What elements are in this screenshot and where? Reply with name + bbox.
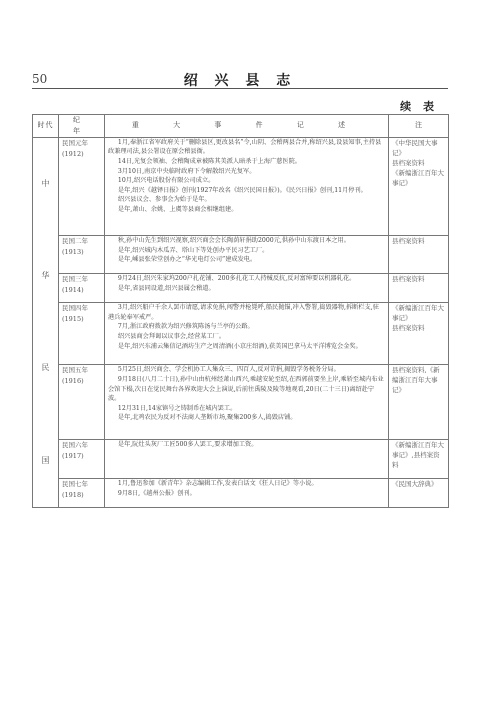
year-cell bbox=[59, 274, 105, 303]
notes-cell bbox=[389, 478, 449, 507]
event-paragraph: 9月24日,绍兴朱家坞200户扎花铺、200多扎花工人持械反抗,反对富绅要以机器轧花。 bbox=[117, 275, 356, 282]
table-row bbox=[33, 365, 449, 439]
notes-cell bbox=[389, 137, 449, 236]
source-note: 县档案资料 bbox=[392, 275, 425, 283]
source-note: 县档案资料 bbox=[392, 237, 425, 246]
table-row bbox=[33, 439, 449, 478]
event-paragraph: 是年,绍兴东浦云集信记酒坊生产之周清酒(小京庄绍酒),获美国巴拿马太平洋博览会金奖。 bbox=[117, 342, 362, 350]
events-cell bbox=[105, 478, 389, 507]
notes-cell bbox=[389, 274, 449, 303]
table-row bbox=[33, 478, 449, 507]
events-cell bbox=[105, 365, 389, 439]
era-character: 民 bbox=[41, 363, 50, 373]
year-cell bbox=[59, 365, 105, 439]
year-line: (1913) bbox=[62, 248, 84, 257]
year-cell bbox=[59, 236, 105, 274]
event-paragraph: 绍兴县商会拜谒以议事会,经营某工厂。 bbox=[117, 333, 226, 341]
notes-cell bbox=[389, 365, 449, 439]
event-paragraph: 14日,光复会领袖、会稽陶成章被陈其美派人暗杀于上海广慈医院。 bbox=[117, 157, 301, 165]
event-paragraph: 5月25日,绍兴商会、学会机协工人集众三、四百人,反对苛捐,揭毁学务税务分局。 bbox=[117, 366, 340, 374]
event-paragraph: 1月,鲁迅参加《新青年》杂志编辑工作,发表白话文《狂人日记》等小说。 bbox=[117, 479, 318, 487]
events-cell bbox=[105, 274, 389, 303]
event-paragraph: 12月31日,14家镇号之铸制币在城内罢工。 bbox=[117, 404, 237, 412]
year-line: 民国二年 bbox=[62, 237, 88, 246]
source-note: 《新编浙江百年大事记》,县档案资料 bbox=[392, 440, 444, 469]
year-cell bbox=[59, 439, 105, 478]
event-paragraph: 10月,绍兴电话股份有限公司成立。 bbox=[117, 177, 215, 185]
year-line: 民国六年 bbox=[62, 440, 88, 449]
events-cell bbox=[105, 439, 389, 478]
event-paragraph: 绍兴县议会、参事会为始于是年。 bbox=[117, 196, 211, 204]
event-paragraph: 1月,奉浙江省军政府关于“删除县区,更改县名”令,山阴、会稽两县合并,称绍兴县,设县知事,主持县政兼理司法,县公署设在原会稽县衙。 bbox=[108, 138, 382, 156]
year-line: (1917) bbox=[62, 451, 84, 460]
year-line: (1918) bbox=[62, 491, 84, 500]
era-cell bbox=[33, 137, 59, 508]
event-paragraph: 是年,绍兴城内木瓜弄、塔山下等处创办平民习艺工厂。 bbox=[117, 246, 269, 254]
event-paragraph: 是年,绍兴《越铎日报》创刊(1927年改名《绍兴民国日报》)。《民兴日报》创刊,11月停刊。 bbox=[117, 186, 367, 194]
continued-label: 续 表 bbox=[400, 100, 438, 113]
event-paragraph: 9月8日,《越州公报》创刊。 bbox=[117, 489, 196, 497]
page-number: 50 bbox=[32, 72, 48, 86]
source-note: 《新编浙江百年大事记》 bbox=[392, 304, 444, 323]
year-line: (1915) bbox=[62, 315, 84, 324]
year-line: 民国三年 bbox=[62, 275, 88, 283]
header-events: 重 大 事 件 记 述 bbox=[105, 115, 389, 138]
event-paragraph: 9月18日(八月二十日),孙中山由杭州经萧山西兴,乘越安轮至绍,在西郭前要坐上岸,乘轿至城内布业会馆下榻,次日在觉民舞台各界欢迎大会上演说,后前往禹陵及陵等地观看,20日(二十三日)离绍赴宁波。 bbox=[108, 375, 384, 403]
year-line: 民国五年 bbox=[62, 366, 88, 375]
source-note: 县档案资料 bbox=[392, 324, 425, 333]
chronicle-table bbox=[32, 114, 449, 508]
event-paragraph: 3月,绍兴船户千余人罢市请愿,请求免捐,闯警并枪毙呼,船民抛锚,冲入警署,捣毁器物,拆断栏支,驻港兵轮奉军戒严。 bbox=[108, 304, 379, 321]
event-paragraph: 秋,孙中山先生到绍兴视察,绍兴商会会长陶荫轩捐助2000元,供孙中山东渡日本之用。 bbox=[117, 237, 350, 245]
notes-cell bbox=[389, 439, 449, 478]
notes-cell bbox=[389, 303, 449, 365]
era-character: 国 bbox=[41, 455, 50, 465]
table-row bbox=[33, 137, 449, 236]
source-note: 《民国大辞典》 bbox=[392, 479, 438, 488]
year-cell bbox=[59, 137, 105, 236]
events-cell bbox=[105, 236, 389, 274]
table-row bbox=[33, 303, 449, 365]
year-cell bbox=[59, 303, 105, 365]
year-line: (1914) bbox=[62, 286, 84, 295]
year-line: (1912) bbox=[62, 149, 84, 158]
era-character: 中 bbox=[41, 178, 50, 188]
header-notes: 注 bbox=[389, 115, 449, 138]
events-cell bbox=[105, 137, 389, 236]
event-paragraph: 是年,萧山、余姚、上虞等县商会相继组建。 bbox=[117, 205, 238, 213]
events-cell bbox=[105, 303, 389, 365]
year-line: 民国四年 bbox=[62, 304, 88, 313]
event-paragraph: 是年,阮灶头灰厂工匠500多人罢工,要求增加工资。 bbox=[117, 440, 258, 448]
source-note: 《新编浙江百年大事记》 bbox=[392, 168, 444, 187]
table-body bbox=[33, 137, 449, 508]
table-row bbox=[33, 236, 449, 274]
event-paragraph: 是年,嵊县张荣堂创办之“华光电灯公司”建成发电。 bbox=[117, 256, 257, 264]
event-paragraph: 3月10日,南京中央临时政府下令解散绍兴光复军。 bbox=[117, 167, 256, 175]
era-character: 华 bbox=[41, 271, 50, 281]
header-rule bbox=[32, 88, 448, 89]
event-paragraph: 7月,浙江政府拨款为绍兴修筑陈汤与兰亭的公路。 bbox=[117, 323, 254, 331]
source-note: 县档案资料 bbox=[392, 158, 425, 167]
source-note: 《中华民国大事记》 bbox=[392, 138, 438, 157]
year-line: (1916) bbox=[62, 377, 84, 386]
event-paragraph: 是年,省县同设道,绍兴县属会稽道。 bbox=[117, 284, 215, 292]
book-title: 绍 兴 县 志 bbox=[183, 73, 297, 89]
table-row bbox=[33, 274, 449, 303]
table-header-row bbox=[33, 115, 449, 138]
header-era: 时代 bbox=[33, 115, 59, 138]
year-line: 民国元年 bbox=[62, 138, 88, 147]
event-paragraph: 是年,北鸡农民为反对不法商人垄断市场,聚集200多人,捣毁店铺。 bbox=[117, 414, 297, 422]
year-cell bbox=[59, 478, 105, 507]
source-note: 县档案资料,《新编浙江百年大事记》 bbox=[392, 366, 440, 395]
year-line: 民国七年 bbox=[62, 479, 88, 488]
notes-cell bbox=[389, 236, 449, 274]
header-year: 纪 年 bbox=[59, 115, 105, 138]
